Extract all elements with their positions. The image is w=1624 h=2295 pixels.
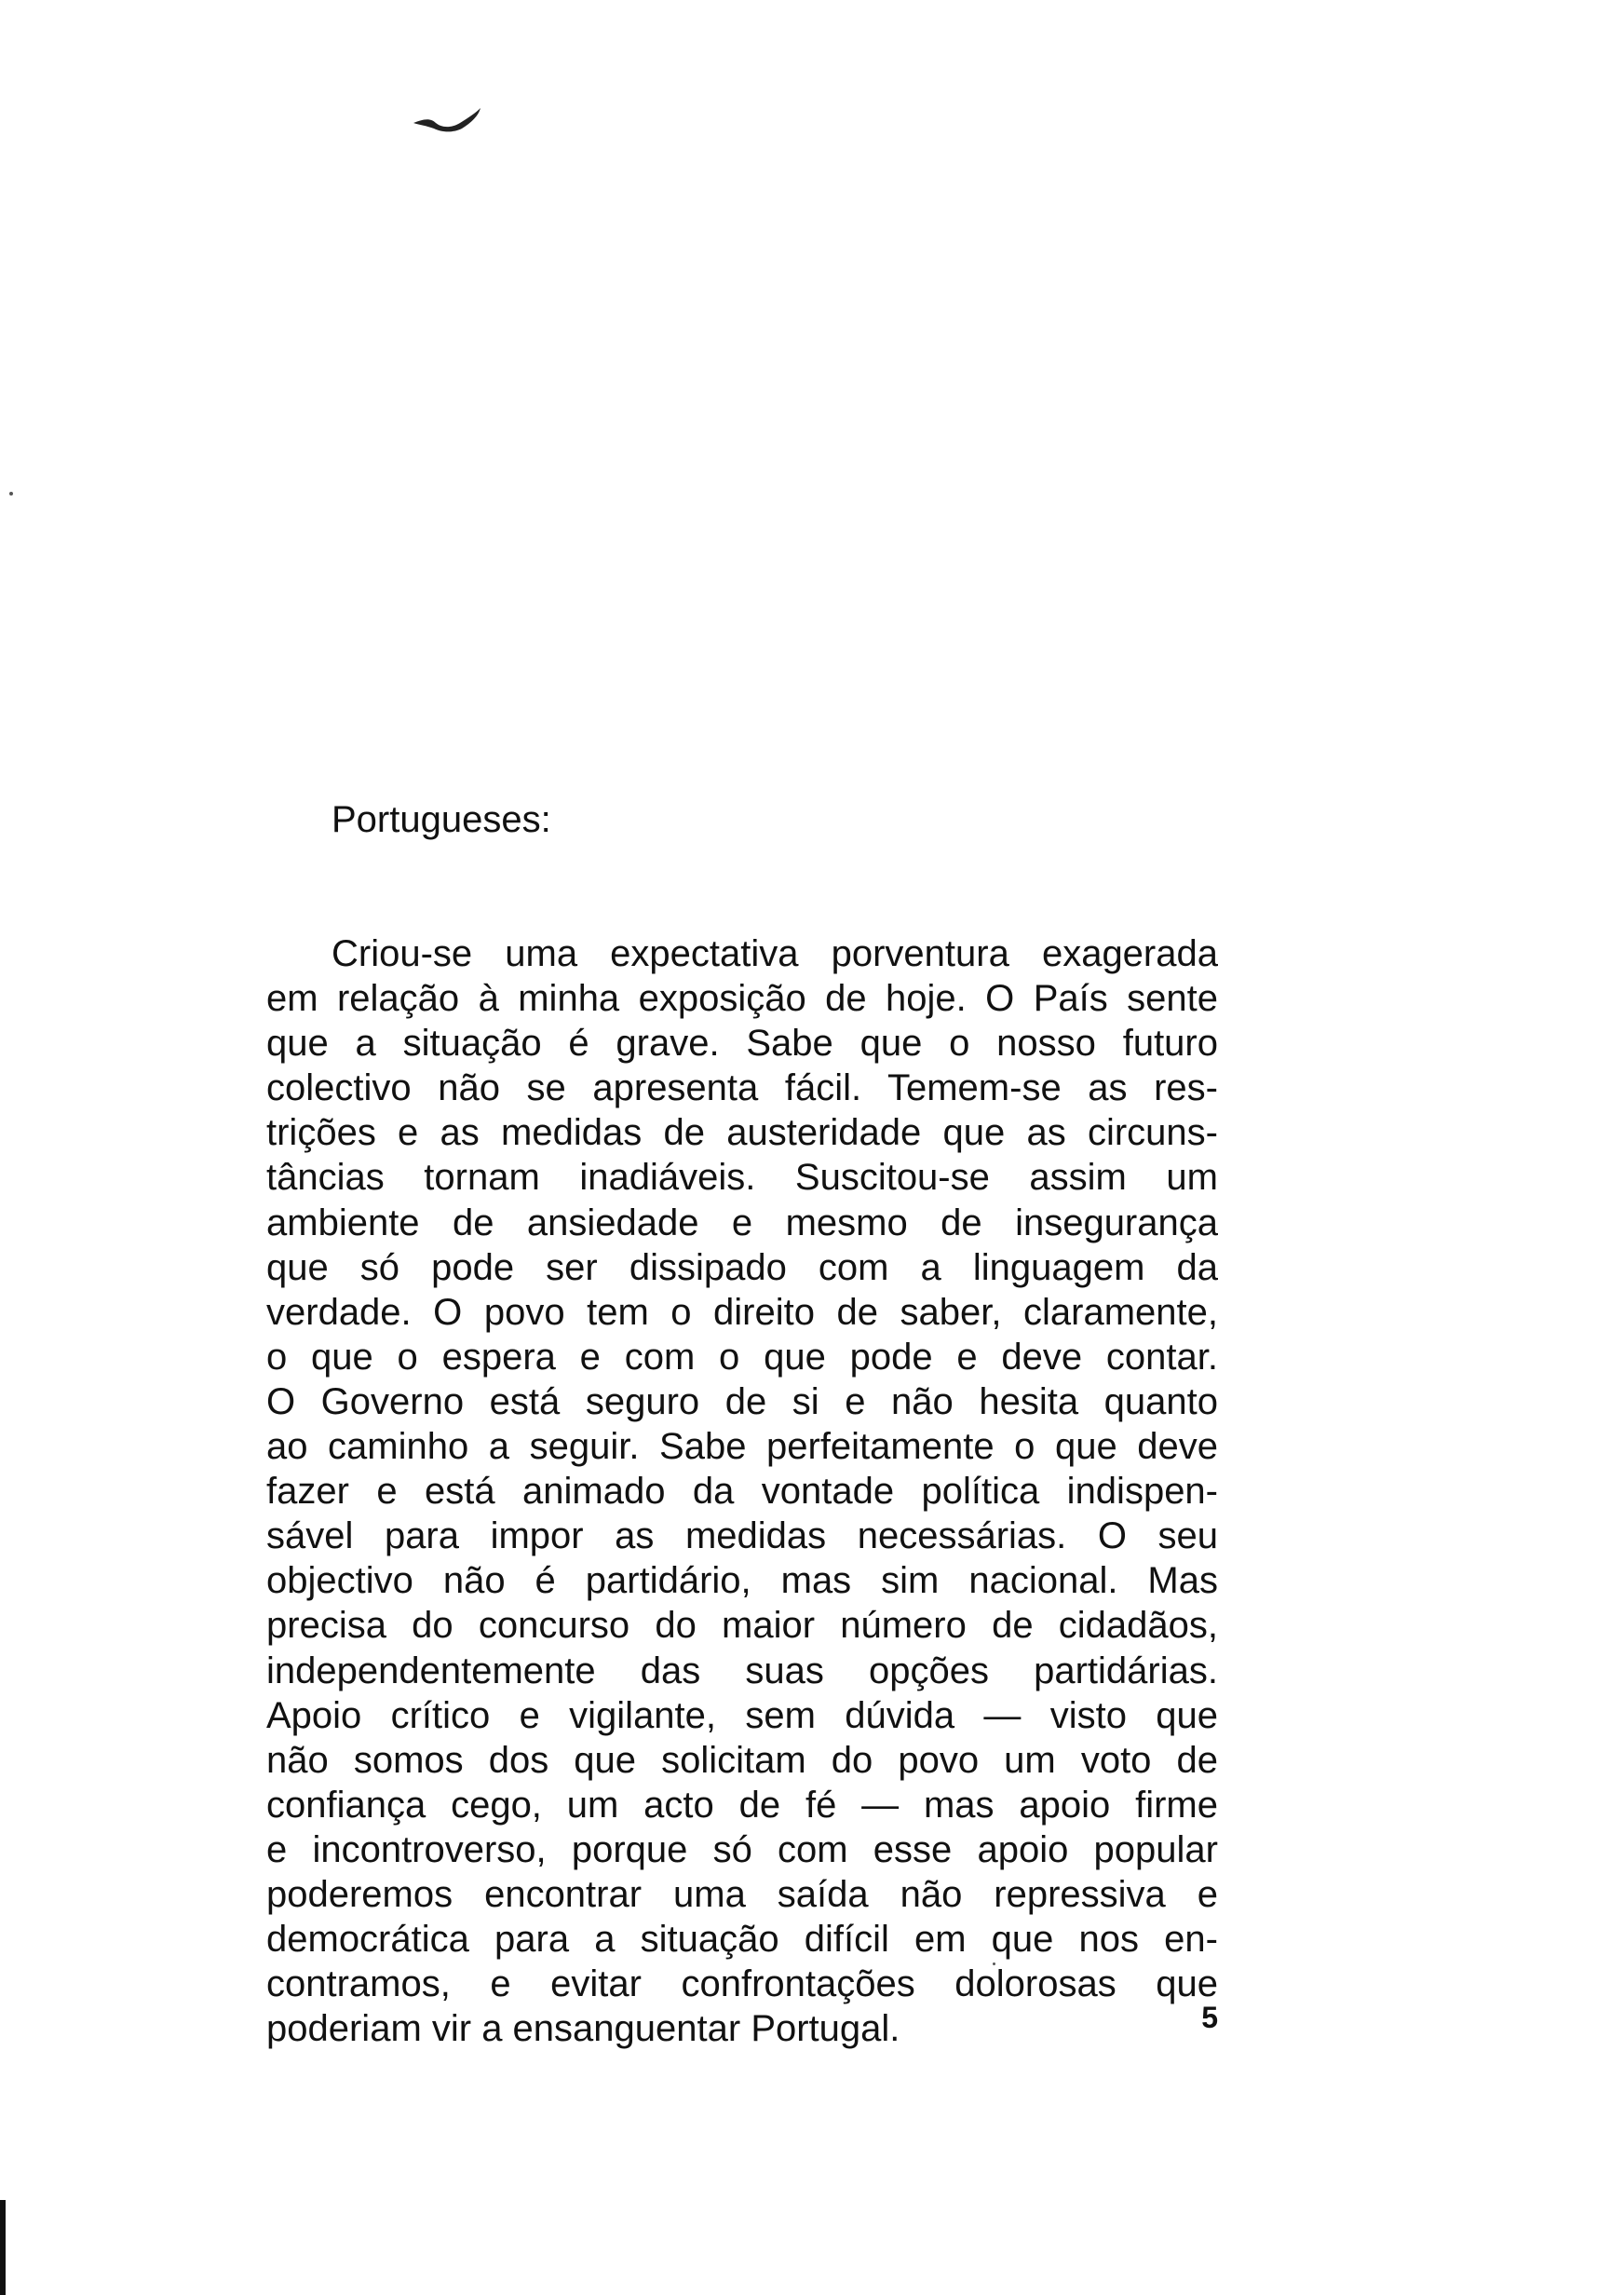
- page-number: 5: [1201, 2001, 1218, 2034]
- scan-edge-line: [0, 2200, 6, 2295]
- ink-blot-mark: [410, 102, 484, 140]
- paragraph-line: tâncias tornam inadiáveis. Suscitou-se assim um: [266, 1157, 1218, 1199]
- paragraph-line: O Governo está seguro de si e não hesita quanto: [266, 1380, 1218, 1422]
- paragraph-line: que só pode ser dissipado com a linguagem da: [266, 1246, 1218, 1288]
- paragraph-line: contramos, e evitar confrontações dolorosas que: [266, 1963, 1218, 2005]
- paragraph-line: poderemos encontrar uma saída não repressiva e: [266, 1873, 1218, 1915]
- paragraph-line: precisa do concurso do maior número de cidadãos,: [266, 1605, 1218, 1647]
- paragraph-line: em relação à minha exposição de hoje. O País sente: [266, 978, 1218, 1020]
- paragraph-line: ao caminho a seguir. Sabe perfeitamente o que deve: [266, 1426, 1218, 1468]
- paragraph-line: confiança cego, um acto de fé — mas apoio firme: [266, 1784, 1218, 1826]
- paragraph-line: colectivo não se apresenta fácil. Temem-se as res-: [266, 1067, 1218, 1109]
- paragraph-line: e incontroverso, porque só com esse apoio popular: [266, 1828, 1218, 1870]
- paragraph-line: que a situação é grave. Sabe que o nosso futuro: [266, 1023, 1218, 1065]
- paragraph-line: trições e as medidas de austeridade que as circuns-: [266, 1112, 1218, 1154]
- paragraph-line: o que o espera e com o que pode e deve contar.: [266, 1336, 1218, 1378]
- salutation-heading: Portugueses:: [332, 799, 551, 840]
- paragraph-line: poderiam vir a ensanguentar Portugal.: [266, 2008, 900, 2050]
- paragraph-line: independentemente das suas opções partidárias.: [266, 1650, 1218, 1691]
- paragraph-line: verdade. O povo tem o direito de saber, claramente,: [266, 1291, 1218, 1333]
- paragraph-line: fazer e está animado da vontade política indispen-: [266, 1471, 1218, 1513]
- paragraph-line: democrática para a situação difícil em que nos en-: [266, 1919, 1218, 1961]
- body-paragraph: [266, 931, 1218, 2051]
- paragraph-line: objectivo não é partidário, mas sim nacional. Mas: [266, 1560, 1218, 1602]
- paragraph-line: sável para impor as medidas necessárias. O seu: [266, 1515, 1218, 1557]
- scan-speck: [9, 492, 13, 496]
- paragraph-line: ambiente de ansiedade e mesmo de insegurança: [266, 1202, 1218, 1243]
- paragraph-line: Apoio crítico e vigilante, sem dúvida — visto que: [266, 1694, 1218, 1736]
- paragraph-line: Criou-se uma expectativa porventura exagerada: [332, 933, 1218, 974]
- paragraph-line: não somos dos que solicitam do povo um voto de: [266, 1739, 1218, 1781]
